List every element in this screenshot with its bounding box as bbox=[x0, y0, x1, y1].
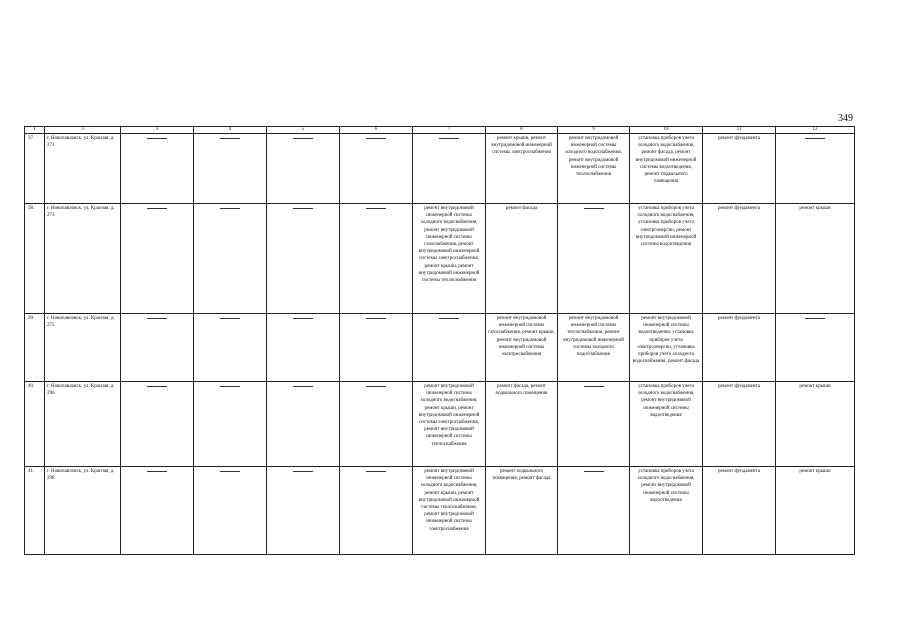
column-header: 9 bbox=[558, 127, 630, 134]
column-header: 1 bbox=[25, 127, 45, 134]
dash-mark bbox=[366, 318, 386, 319]
address-cell: г. Новопавловск, ул. Красная, д. 275 bbox=[45, 314, 121, 382]
dash-mark bbox=[147, 386, 167, 387]
empty-dash-cell bbox=[267, 467, 340, 555]
dash-mark bbox=[220, 318, 240, 319]
work-description-cell: ремонт подвального помещения, ремонт фасада bbox=[486, 467, 558, 555]
work-description-cell: ремонт внутридомовой инженерной системы холодного водоснабжения, ремонт внутридомовой инженерной системы теплоснабжения bbox=[558, 134, 630, 204]
column-header: 12 bbox=[776, 127, 855, 134]
table-body bbox=[25, 134, 855, 555]
column-header: 5 bbox=[267, 127, 340, 134]
dash-mark bbox=[439, 318, 459, 319]
empty-dash-cell bbox=[413, 134, 486, 204]
table-row bbox=[25, 314, 855, 382]
dash-mark bbox=[805, 318, 825, 319]
work-description-cell: ремонт внутридомовой инженерной системы газоснабжения, ремонт крыши, ремонт внутридомовой инженерной системы электроснабжения bbox=[486, 314, 558, 382]
dash-mark bbox=[147, 471, 167, 472]
dash-mark bbox=[439, 138, 459, 139]
empty-dash-cell bbox=[340, 382, 413, 467]
work-description-cell: установка приборов учета холодного водоснабжения, ремонт внутридомовой инженерной системы водоотведения bbox=[630, 382, 703, 467]
column-header: 8 bbox=[486, 127, 558, 134]
dash-mark bbox=[147, 318, 167, 319]
work-description-cell: ремонт фасада, ремонт подвального помещения bbox=[486, 382, 558, 467]
work-description-cell: ремонт фасада bbox=[486, 204, 558, 314]
row-number: 37. bbox=[25, 134, 45, 204]
dash-mark bbox=[220, 208, 240, 209]
address-cell: г. Новопавловск, ул. Красная, д. 273 bbox=[45, 204, 121, 314]
dash-mark bbox=[584, 208, 604, 209]
dash-mark bbox=[584, 471, 604, 472]
dash-mark bbox=[584, 386, 604, 387]
column-header: 4 bbox=[194, 127, 267, 134]
dash-mark bbox=[147, 208, 167, 209]
row-number: 40. bbox=[25, 382, 45, 467]
empty-dash-cell bbox=[776, 134, 855, 204]
empty-dash-cell bbox=[340, 134, 413, 204]
empty-dash-cell bbox=[194, 204, 267, 314]
dash-mark bbox=[293, 318, 313, 319]
empty-dash-cell bbox=[194, 314, 267, 382]
works-table bbox=[24, 126, 855, 555]
dash-mark bbox=[366, 386, 386, 387]
header-row bbox=[25, 127, 855, 134]
dash-mark bbox=[293, 471, 313, 472]
table-row bbox=[25, 134, 855, 204]
work-description-cell: ремонт внутридомовой инженерной системы холодного водоснабжения, ремонт внутридомовой инженерной системы газоснабжения, ремонт внутридомовой инженерной системы электроснабжения, ремонт крыши, ремонт внутридомовой инженерной системы теплоснабжения bbox=[413, 204, 486, 314]
work-description-cell: ремонт внутридомовой инженерной системы холодного водоснабжения, ремонт крыши, ремонт внутридомовой инженерной системы электроснабжения, ремонт внутридомовой инженерной системы теплоснабжения bbox=[413, 382, 486, 467]
row-number: 38. bbox=[25, 204, 45, 314]
table-row bbox=[25, 382, 855, 467]
column-header: 3 bbox=[121, 127, 194, 134]
empty-dash-cell bbox=[267, 382, 340, 467]
row-number: 39. bbox=[25, 314, 45, 382]
dash-mark bbox=[366, 138, 386, 139]
work-description-cell: ремонт фундамента bbox=[703, 134, 776, 204]
dash-mark bbox=[366, 471, 386, 472]
empty-dash-cell bbox=[121, 382, 194, 467]
dash-mark bbox=[366, 208, 386, 209]
dash-mark bbox=[293, 386, 313, 387]
empty-dash-cell bbox=[558, 382, 630, 467]
empty-dash-cell bbox=[267, 204, 340, 314]
work-description-cell: ремонт фундамента bbox=[703, 467, 776, 555]
work-description-cell: установка приборов учета холодного водоснабжения, установка приборов учета электроэнергии, ремонт внутридомовой инженерной системы водоотведения bbox=[630, 204, 703, 314]
address-cell: г. Новопавловск, ул. Красная, д. 271 bbox=[45, 134, 121, 204]
work-description-cell: ремонт фундамента bbox=[703, 382, 776, 467]
dash-mark bbox=[293, 208, 313, 209]
empty-dash-cell bbox=[413, 314, 486, 382]
dash-mark bbox=[220, 471, 240, 472]
empty-dash-cell bbox=[194, 134, 267, 204]
empty-dash-cell bbox=[267, 314, 340, 382]
empty-dash-cell bbox=[340, 204, 413, 314]
empty-dash-cell bbox=[558, 467, 630, 555]
address-cell: г. Новопавловск, ул. Красная, д. 298 bbox=[45, 467, 121, 555]
empty-dash-cell bbox=[776, 314, 855, 382]
work-description-cell: ремонт фундамента bbox=[703, 314, 776, 382]
work-description-cell: ремонт крыши bbox=[776, 382, 855, 467]
work-description-cell: ремонт крыши bbox=[776, 204, 855, 314]
work-description-cell: ремонт крыши bbox=[776, 467, 855, 555]
work-description-cell: ремонт внутридомовой инженерной системы холодного водоснабжения, ремонт крыши, ремонт внутридомовой инженерной системы теплоснабжения, ремонт внутридомовой инженерной системы электроснабжения bbox=[413, 467, 486, 555]
address-cell: г. Новопавловск, ул. Красная, д. 296 bbox=[45, 382, 121, 467]
column-header: 3 bbox=[45, 127, 121, 134]
column-header: 11 bbox=[703, 127, 776, 134]
table-row bbox=[25, 467, 855, 555]
work-description-cell: ремонт фундамента bbox=[703, 204, 776, 314]
work-description-cell: установка приборов учета холодного водоснабжения, ремонт фасада, ремонт внутридомовой инженерной системы водоотведения, ремонт подвального помещения bbox=[630, 134, 703, 204]
empty-dash-cell bbox=[121, 134, 194, 204]
empty-dash-cell bbox=[558, 204, 630, 314]
empty-dash-cell bbox=[121, 467, 194, 555]
empty-dash-cell bbox=[121, 314, 194, 382]
page-number: 349 bbox=[838, 113, 853, 124]
column-header: 10 bbox=[630, 127, 703, 134]
work-description-cell: установка приборов учета холодного водоснабжения, ремонт внутридомовой инженерной системы водоотведения bbox=[630, 467, 703, 555]
dash-mark bbox=[220, 386, 240, 387]
empty-dash-cell bbox=[194, 382, 267, 467]
column-header: 7 bbox=[413, 127, 486, 134]
work-description-cell: ремонт внутридомовой инженерной системы теплоснабжения, ремонт внутридомовой инженерной системы холодного водоснабжения bbox=[558, 314, 630, 382]
column-header: 6 bbox=[340, 127, 413, 134]
row-number: 41. bbox=[25, 467, 45, 555]
empty-dash-cell bbox=[194, 467, 267, 555]
table-row bbox=[25, 204, 855, 314]
empty-dash-cell bbox=[340, 314, 413, 382]
dash-mark bbox=[805, 138, 825, 139]
empty-dash-cell bbox=[267, 134, 340, 204]
empty-dash-cell bbox=[340, 467, 413, 555]
dash-mark bbox=[293, 138, 313, 139]
work-description-cell: ремонт крыши, ремонт внутридомовой инженерной системы электроснабжения bbox=[486, 134, 558, 204]
work-description-cell: ремонт внутридомовой инженерной системы водоотведения, установка приборов учета электроэнергии, установка приборов учета холодного водоснабжения, ремонт фасада bbox=[630, 314, 703, 382]
dash-mark bbox=[220, 138, 240, 139]
dash-mark bbox=[147, 138, 167, 139]
empty-dash-cell bbox=[121, 204, 194, 314]
